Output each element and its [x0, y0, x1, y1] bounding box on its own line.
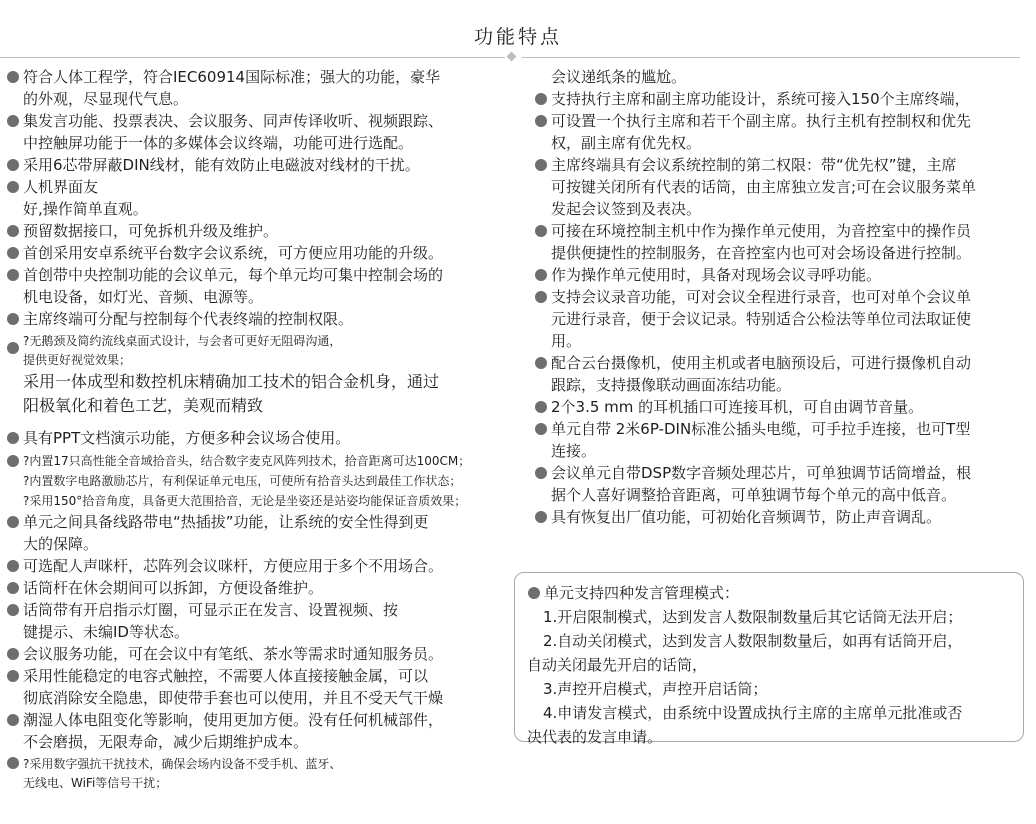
- bullet-icon: [535, 291, 547, 303]
- bullet-icon: [7, 269, 19, 281]
- bullet-icon: [535, 401, 547, 413]
- design-description: 采用一体成型和数控机床精确加工技术的铝合金机身，通过 阳极氧化和着色工艺，美观而精致: [23, 372, 440, 415]
- mode-item-continuation: 自动关闭最先开启的话筒，: [527, 656, 708, 674]
- title-diamond-ornament: [507, 52, 517, 62]
- list-item: 单元之间具备线路带电“热插拔”功能，让系统的安全性得到更 大的保障。: [6, 511, 506, 555]
- list-item: 主席终端可分配与控制每个代表终端的控制权限。: [6, 308, 506, 330]
- bullet-icon: [7, 181, 19, 193]
- list-item: 可选配人声咪杆，芯阵列会议咪杆，方便应用于多个不用场合。: [6, 555, 506, 577]
- title-rule-left: [0, 57, 505, 58]
- list-item: 人机界面友 好,操作简单直观。: [6, 176, 506, 220]
- list-item: 主席终端具有会议系统控制的第二权限：带“优先权”键，主席 可按键关闭所有代表的话筒，由主席独立发言;可在会议服务菜单 发起会议签到及表决。: [534, 154, 1030, 220]
- bullet-icon: [7, 71, 19, 83]
- mode-item: 1.开启限制模式，达到发言人数限制数量后其它话筒无法开启；: [543, 608, 963, 626]
- title-rule-right: [522, 57, 1020, 58]
- list-item: 单元自带 2米6P-DIN标准公插头电缆，可手拉手连接，也可T型 连接。: [534, 418, 1030, 462]
- mode-item-continuation: 决代表的发言申请。: [527, 728, 663, 746]
- list-item: ?无鹅颈及简约流线桌面式设计，与会者可更好无阻碍沟通， 提供更好视觉效果；: [6, 330, 506, 370]
- list-item: 2个3.5 mm 的耳机插口可连接耳机，可自由调节音量。: [534, 396, 1030, 418]
- bullet-icon: [7, 582, 19, 594]
- bullet-icon: [7, 714, 19, 726]
- bullet-icon: [7, 670, 19, 682]
- continued-text: 会议递纸条的尴尬。: [551, 68, 687, 86]
- list-item: ?内置17只高性能全音域拾音头，结合数字麦克风阵列技术，拾音距离可达100CM； ?内置数字电路激励芯片，有利保证单元电压，可使所有拾音头达到最佳工作状态； ?采用150°拾音角度，具备更大范围拾音，无论是坐姿还是站姿均能保证音质效果；: [6, 449, 506, 511]
- list-item: 首创带中央控制功能的会议单元，每个单元均可集中控制会场的 机电设备，如灯光、音频、电源等。: [6, 264, 506, 308]
- bullet-icon: [535, 511, 547, 523]
- list-item: 具有恢复出厂值功能，可初始化音频调节，防止声音调乱。: [534, 506, 1030, 528]
- bullet-icon: [7, 757, 19, 769]
- list-item: ?采用数字强抗干扰技术，确保会场内设备不受手机、蓝牙、 无线电、WiFi等信号干扰；: [6, 753, 506, 793]
- bullet-icon: [7, 455, 19, 467]
- bullet-icon: [7, 516, 19, 528]
- list-item: 话筒带有开启指示灯圈，可显示正在发言、设置视频、按 键提示、未编ID等状态。: [6, 599, 506, 643]
- bullet-icon: [535, 115, 547, 127]
- list-item: 集发言功能、投票表决、会议服务、同声传译收听、视频跟踪、 中控触屏功能于一体的多媒体会议终端，功能可进行选配。: [6, 110, 506, 154]
- list-item: 支持执行主席和副主席功能设计，系统可接入150个主席终端，: [534, 88, 1030, 110]
- list-item: 首创采用安卓系统平台数字会议系统，可方便应用功能的升级。: [6, 242, 506, 264]
- list-item: 话筒杆在休会期间可以拆卸，方便设备维护。: [6, 577, 506, 599]
- mode-item: 4.申请发言模式，由系统中设置成执行主席的主席单元批准或否: [543, 704, 963, 722]
- bullet-icon: [7, 115, 19, 127]
- section-title: 功能特点: [473, 26, 562, 48]
- bullet-icon: [535, 467, 547, 479]
- bullet-icon: [7, 159, 19, 171]
- list-item: 支持会议录音功能，可对会议全程进行录音，也可对单个会议单 元进行录音，便于会议记录。特别适合公检法等单位司法取证使 用。: [534, 286, 1030, 352]
- feature-column-right: [534, 66, 1030, 528]
- list-item: 作为操作单元使用时，具备对现场会议寻呼功能。: [534, 264, 1030, 286]
- list-item: 采用性能稳定的电容式触控，不需要人体直接接触金属，可以 彻底消除安全隐患，即使带手套也可以使用，并且不受天气干燥: [6, 665, 506, 709]
- bullet-icon: [7, 313, 19, 325]
- bullet-icon: [7, 247, 19, 259]
- bullet-icon: [535, 93, 547, 105]
- list-item: 配合云台摄像机，使用主机或者电脑预设后，可进行摄像机自动 跟踪，支持摄像联动画面冻结功能。: [534, 352, 1030, 396]
- list-item: 会议服务功能，可在会议中有笔纸、茶水等需求时通知服务员。: [6, 643, 506, 665]
- list-item: 可接在环境控制主机中作为操作单元使用，为音控室中的操作员 提供便捷性的控制服务，在音控室内也可对会场设备进行控制。: [534, 220, 1030, 264]
- bullet-icon: [7, 432, 19, 444]
- mode-item: 3.声控开启模式，声控开启话筒；: [543, 680, 768, 698]
- bullet-icon: [535, 225, 547, 237]
- bullet-icon: [7, 560, 19, 572]
- box-heading: 单元支持四种发言管理模式：: [527, 581, 1013, 605]
- list-item: 可设置一个执行主席和若干个副主席。执行主机有控制权和优先 权，副主席有优先权。: [534, 110, 1030, 154]
- bullet-icon: [535, 357, 547, 369]
- bullet-icon: [528, 587, 540, 599]
- list-item: 具有PPT文档演示功能，方便多种会议场合使用。: [6, 427, 506, 449]
- bullet-icon: [7, 342, 19, 354]
- list-item: 会议单元自带DSP数字音频处理芯片，可单独调节话筒增益，根 据个人喜好调整拾音距离，可单独调节每个单元的高中低音。: [534, 462, 1030, 506]
- bullet-icon: [535, 159, 547, 171]
- list-item: 预留数据接口，可免拆机升级及维护。: [6, 220, 506, 242]
- list-item: 符合人体工程学，符合IEC60914国际标准；强大的功能，豪华 的外观，尽显现代气息。: [6, 66, 506, 110]
- mode-item: 2.自动关闭模式，达到发言人数限制数量后，如再有话筒开启，: [543, 632, 963, 650]
- spacer: [6, 418, 506, 427]
- bullet-icon: [535, 423, 547, 435]
- bullet-icon: [7, 604, 19, 616]
- list-item: 潮湿人体电阻变化等影响，使用更加方便。没有任何机械部件， 不会磨损，无限寿命，减少后期维护成本。: [6, 709, 506, 753]
- bullet-icon: [535, 269, 547, 281]
- bullet-icon: [7, 225, 19, 237]
- speech-modes-box: [514, 572, 1024, 746]
- list-item: 采用6芯带屏蔽DIN线材，能有效防止电磁波对线材的干扰。: [6, 154, 506, 176]
- bullet-icon: [7, 648, 19, 660]
- feature-column-left: [6, 66, 506, 793]
